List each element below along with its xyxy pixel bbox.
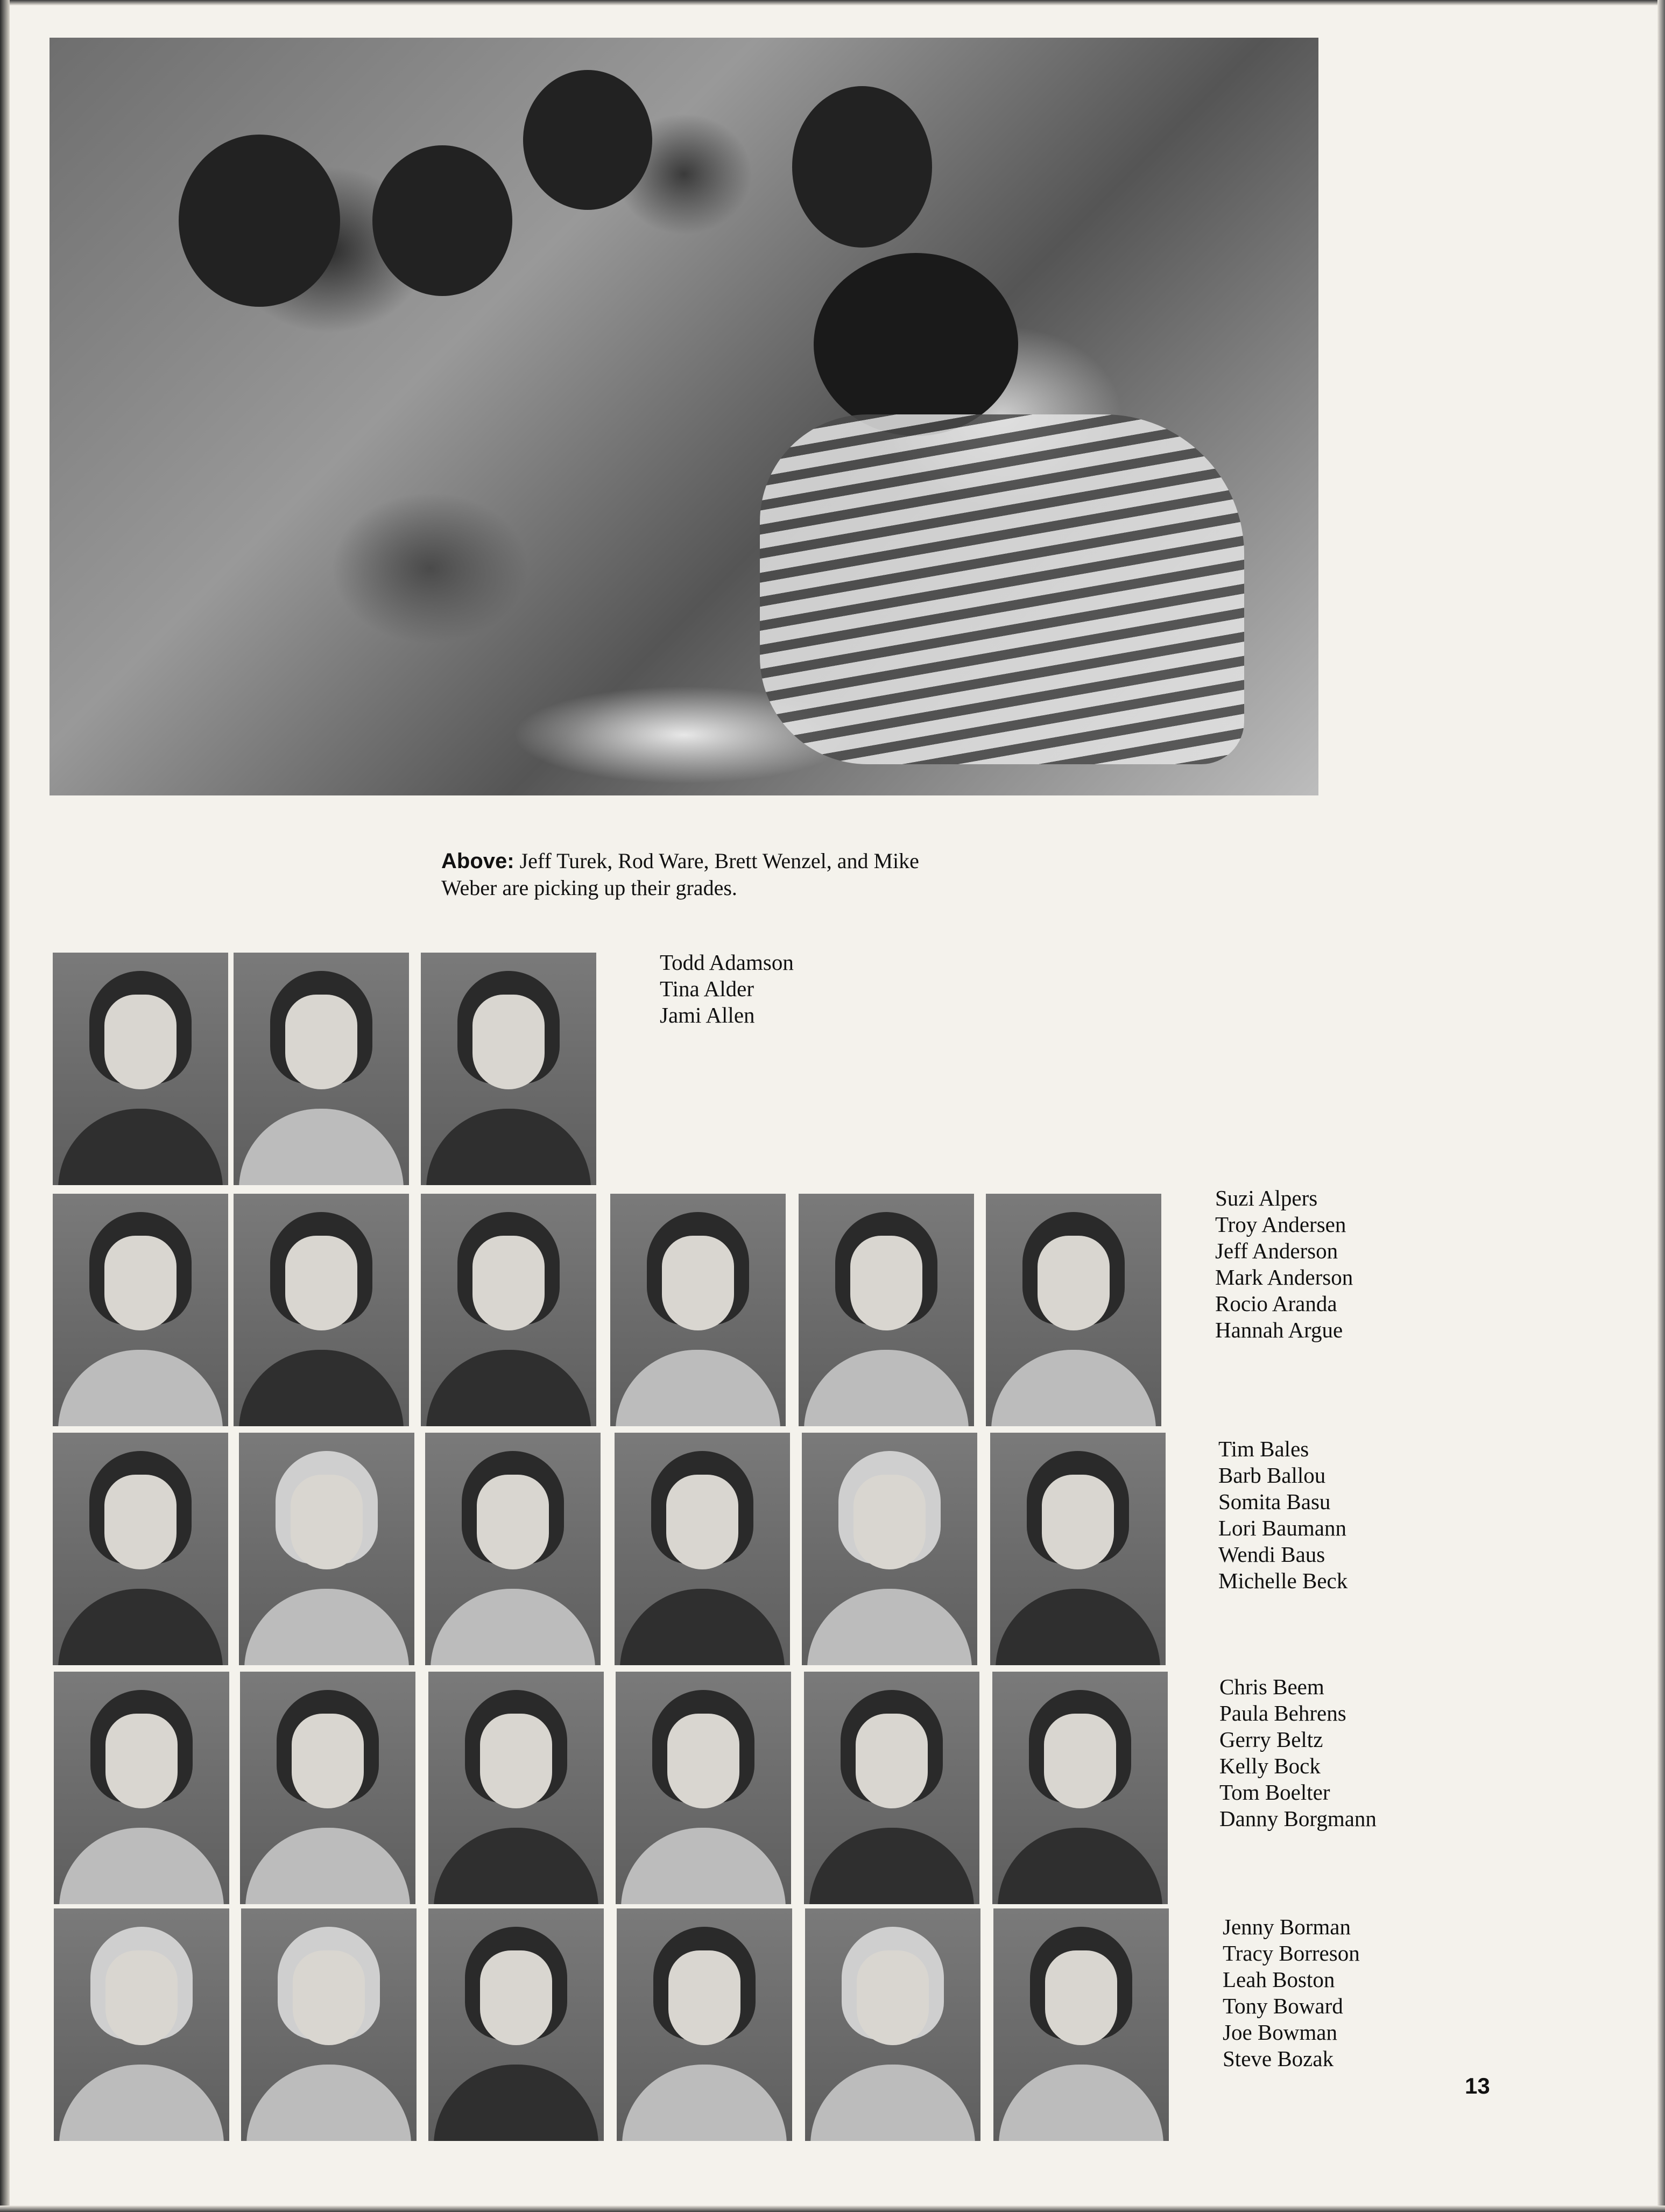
student-name: Wendi Baus <box>1218 1542 1325 1567</box>
student-portrait <box>53 1433 228 1665</box>
student-portrait <box>54 1672 229 1904</box>
student-name: Barb Ballou <box>1218 1463 1326 1488</box>
student-portrait <box>804 1672 979 1904</box>
student-portrait <box>421 1194 596 1426</box>
row-3-names <box>1218 1436 1347 1594</box>
students-picking-up-grades-photo <box>50 38 1318 795</box>
student-name: Leah Boston <box>1223 1967 1335 1992</box>
student-portrait <box>805 1908 980 2141</box>
student-name: Hannah Argue <box>1215 1318 1343 1342</box>
student-portrait <box>54 1908 229 2141</box>
page-edge-left <box>0 0 10 2212</box>
student-name: Troy Andersen <box>1215 1212 1346 1237</box>
student-head <box>179 135 340 307</box>
student-portrait <box>425 1433 601 1665</box>
row-4-names <box>1219 1674 1377 1832</box>
student-name: Jami Allen <box>660 1003 755 1027</box>
student-portrait <box>617 1908 792 2141</box>
student-portrait <box>992 1672 1168 1904</box>
student-head <box>372 145 512 296</box>
student-portrait <box>986 1194 1161 1426</box>
student-portrait <box>234 953 409 1185</box>
photo-caption <box>441 848 969 901</box>
page-number: 13 <box>1465 2073 1490 2098</box>
student-portrait <box>53 953 228 1185</box>
student-portrait <box>802 1433 977 1665</box>
student-name: Somita Basu <box>1218 1489 1331 1514</box>
student-portrait <box>990 1433 1166 1665</box>
student-head <box>523 70 652 210</box>
student-name: Todd Adamson <box>660 950 794 975</box>
page-edge-right <box>1657 0 1665 2212</box>
caption-label: Above: <box>441 849 514 873</box>
student-portrait <box>610 1194 786 1426</box>
student-name: Lori Baumann <box>1218 1516 1346 1540</box>
student-name: Michelle Beck <box>1218 1568 1348 1593</box>
student-portrait <box>241 1908 417 2141</box>
student-name: Chris Beem <box>1219 1674 1324 1699</box>
student-name: Tony Boward <box>1223 1993 1343 2018</box>
student-name: Tina Alder <box>660 976 754 1001</box>
student-name: Jenny Borman <box>1223 1914 1351 1939</box>
student-portrait <box>53 1194 228 1426</box>
row-2-names <box>1215 1185 1353 1343</box>
student-name: Tom Boelter <box>1219 1780 1330 1805</box>
student-name: Gerry Beltz <box>1219 1727 1323 1752</box>
student-head <box>792 86 932 248</box>
row-1-names <box>660 949 794 1028</box>
student-name: Joe Bowman <box>1223 2020 1337 2045</box>
row-5-names <box>1223 1914 1360 2072</box>
student-portrait <box>799 1194 974 1426</box>
student-name: Steve Bozak <box>1223 2046 1334 2071</box>
caption-text: Jeff Turek, Rod Ware, Brett Wenzel, and Mike Weber are picking up their grades. <box>441 849 919 900</box>
student-portrait <box>428 1908 604 2141</box>
student-portrait <box>234 1194 409 1426</box>
student-portrait <box>240 1672 415 1904</box>
student-name: Paula Behrens <box>1219 1701 1346 1725</box>
student-name: Tracy Borreson <box>1223 1941 1360 1966</box>
student-portrait <box>615 1433 790 1665</box>
striped-sweater <box>760 414 1244 764</box>
page-edge-top <box>0 0 1665 5</box>
student-portrait <box>993 1908 1169 2141</box>
student-name: Tim Bales <box>1218 1436 1309 1461</box>
student-portrait <box>428 1672 604 1904</box>
student-name: Suzi Alpers <box>1215 1186 1318 1210</box>
student-name: Danny Borgmann <box>1219 1806 1377 1831</box>
student-name: Rocio Aranda <box>1215 1291 1337 1316</box>
student-name: Mark Anderson <box>1215 1265 1353 1290</box>
page-edge-bottom <box>0 2206 1665 2212</box>
student-name: Kelly Bock <box>1219 1753 1321 1778</box>
student-head <box>814 253 1018 436</box>
student-portrait <box>239 1433 414 1665</box>
student-name: Jeff Anderson <box>1215 1238 1338 1263</box>
student-portrait <box>421 953 596 1185</box>
student-portrait <box>616 1672 791 1904</box>
